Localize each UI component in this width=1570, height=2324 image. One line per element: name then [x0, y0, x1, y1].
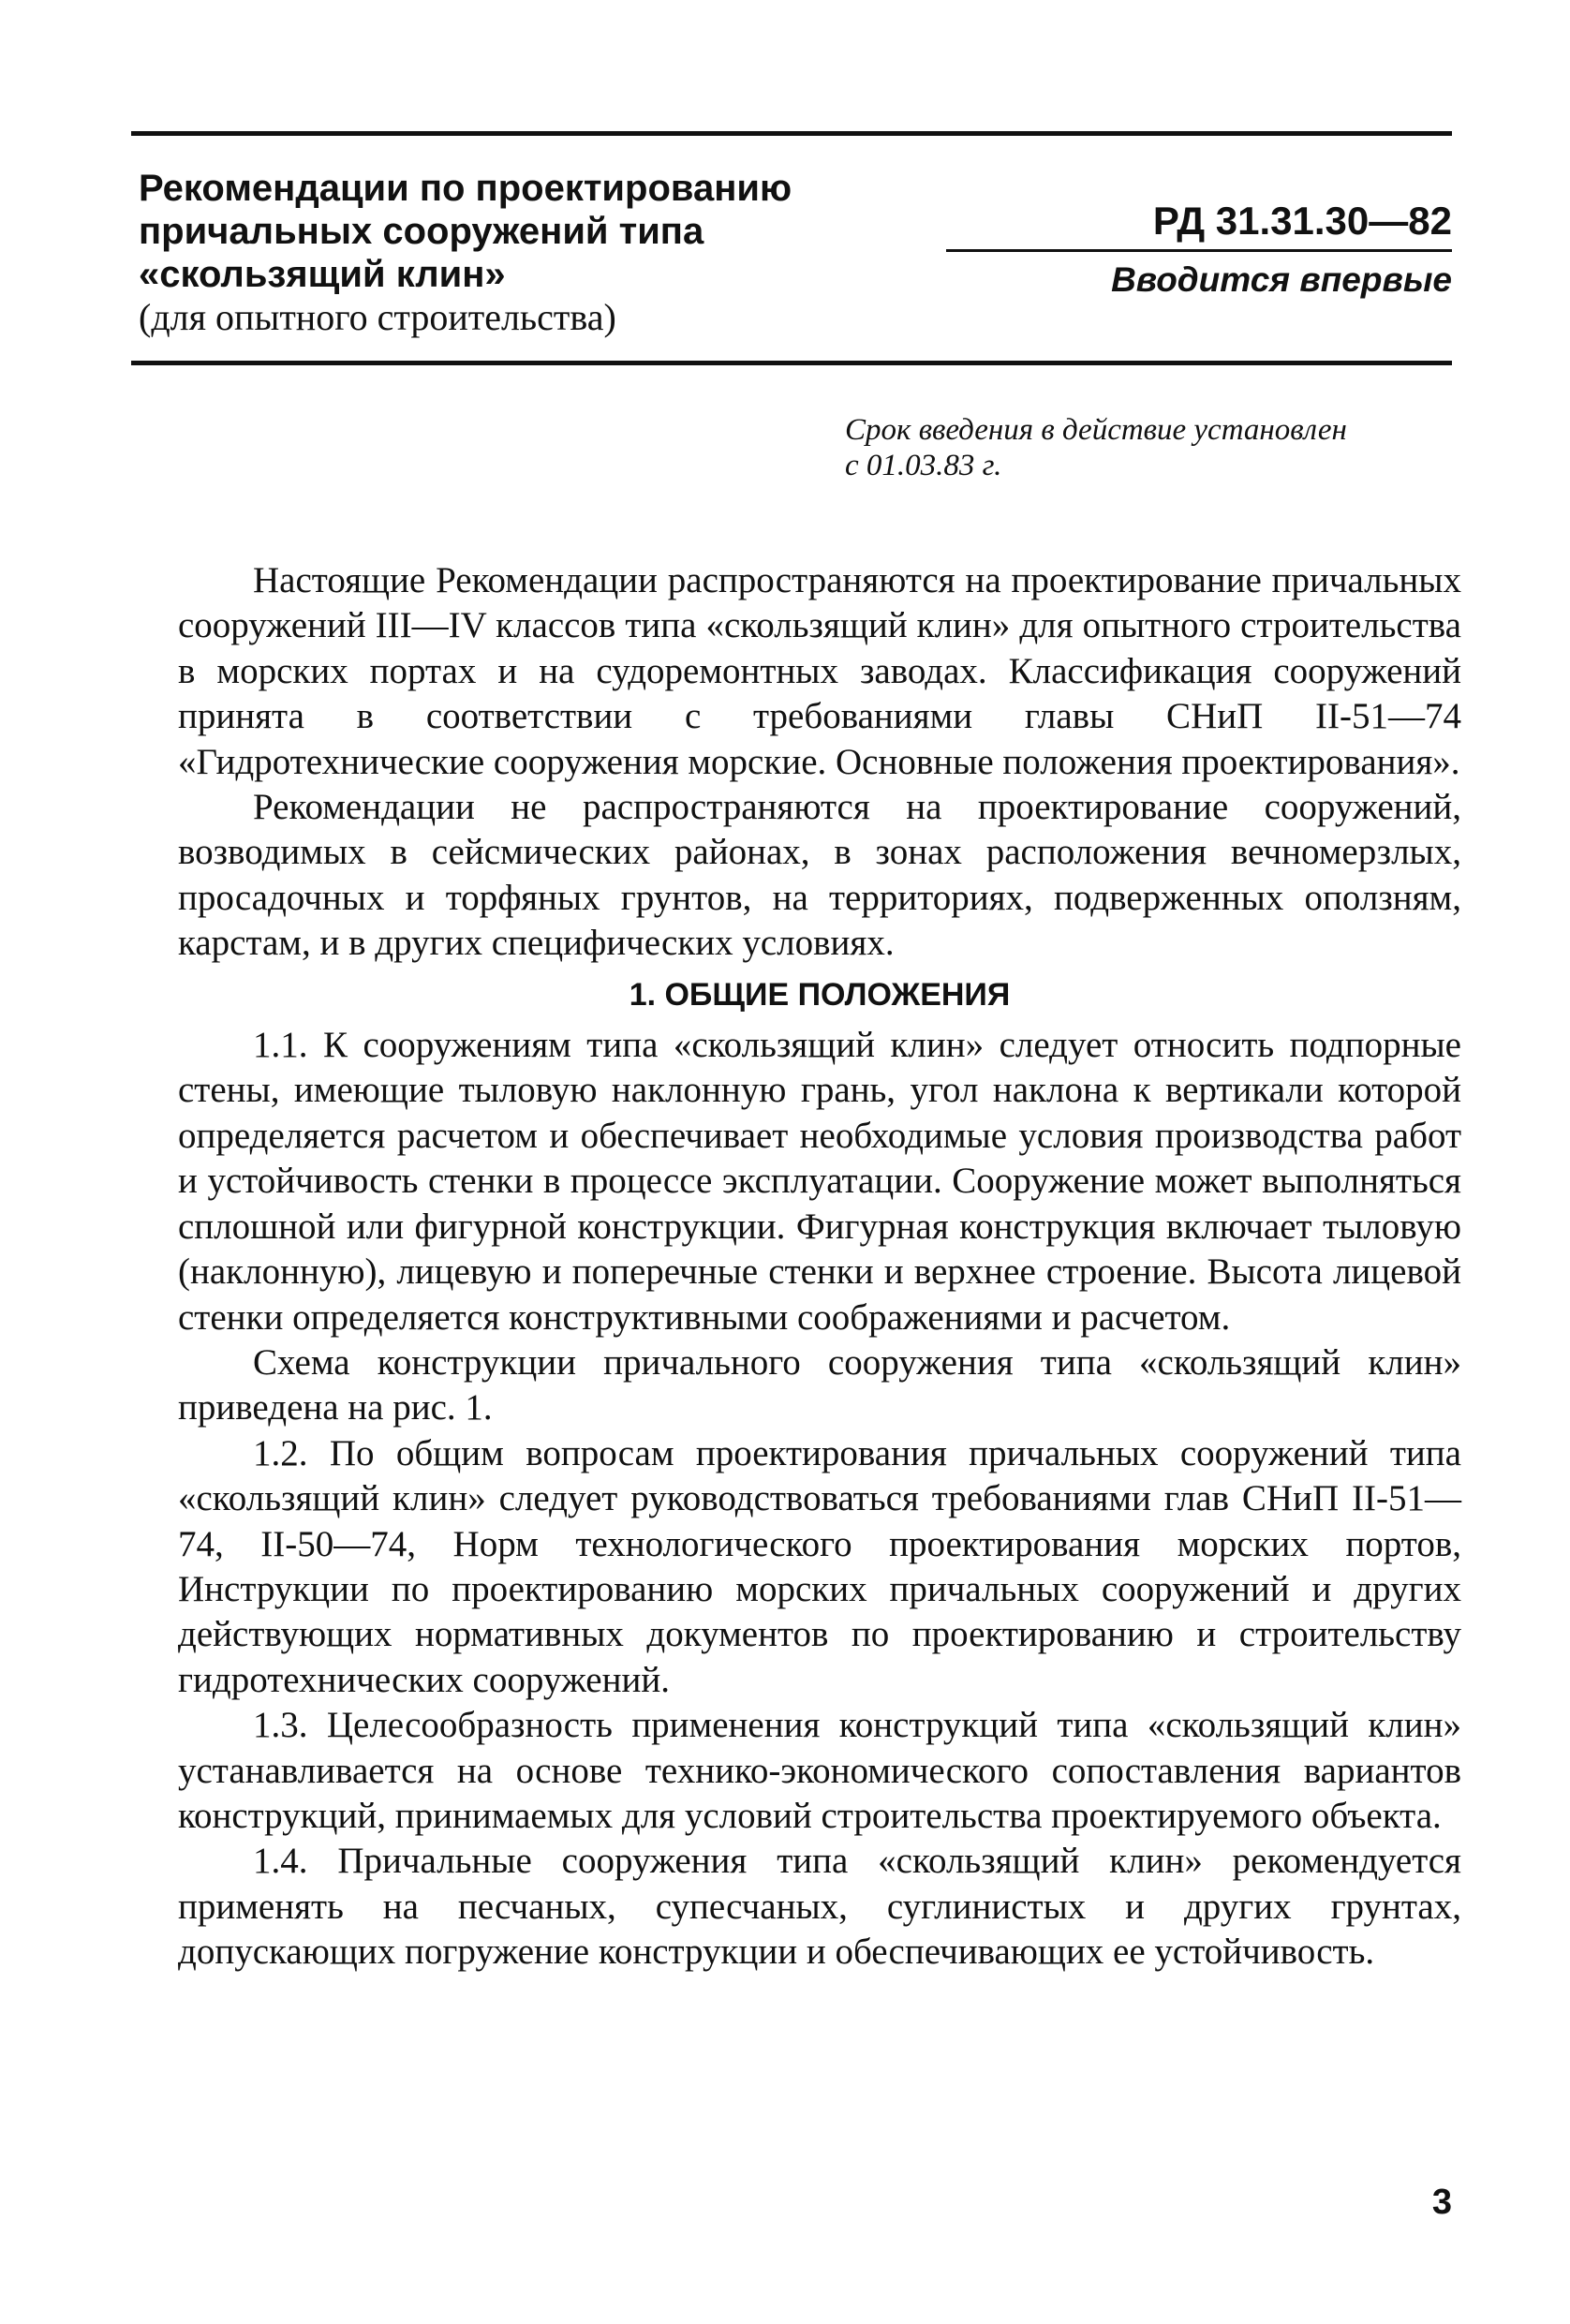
effective-date-line-1: Срок введения в действие установлен: [845, 413, 1347, 447]
document-page: [131, 131, 1461, 2286]
intro-paragraph-2: Рекомендации не распространяются на проектирование сооружений, возводимых в сейсмических районах, в зонах расположения вечномерзлых, просадочных и торфяных грунтов, на территориях, подверженных оползням, карстам, и в других специфических условиях.: [178, 787, 1461, 964]
body-text: [178, 558, 1461, 1976]
effective-date-line-2: с 01.03.83 г.: [845, 449, 1002, 482]
title-subtitle: (для опытного строительства): [139, 296, 616, 338]
title-line-3: «скользящий клин»: [139, 254, 506, 295]
page-number: 3: [1431, 2183, 1452, 2222]
effective-date: [845, 412, 1463, 483]
section-paragraph-figure-ref: Схема конструкции причального сооружения типа «скользящий клин» приведена на рис. 1.: [178, 1341, 1461, 1428]
intro-paragraph-1: Настоящие Рекомендации распространяются на проектирование причальных сооружений III—IV классов типа «скользящий клин» для опытного строительства в морских портах и на судоремонтных заводах. Классификация сооружений принята в соответствии с требованиями главы СНиП II-51—74 «Гидротехнические сооружения морские. Основные положения проектирования».: [178, 560, 1461, 782]
title-line-1: Рекомендации по проектированию: [139, 168, 792, 209]
section-paragraph-1-1: 1.1. К сооружениям типа «скользящий клин» следует относить подпорные стены, имеющие тыловую наклонную грань, угол наклона к вертикали которой определяется расчетом и обеспечивает необходимые условия производства работ и устойчивость стенки в процессе эксплуатации. Сооружение может выполняться сплошной или фигурной конструкции. Фигурная конструкция включает тыловую (наклонную), лицевую и поперечные стенки и верхнее строение. Высота лицевой стенки определяется конструктивными соображениями и расчетом.: [178, 1025, 1461, 1338]
title-line-2: причальных сооружений типа: [139, 211, 704, 252]
document-code: РД 31.31.30—82: [946, 197, 1452, 252]
section-title: 1. ОБЩИЕ ПОЛОЖЕНИЯ: [629, 976, 1011, 1013]
document-title: [139, 167, 888, 339]
section-paragraph-1-4: 1.4. Причальные сооружения типа «скользящий клин» рекомендуется применять на песчаных, супесчаных, суглинистых и других грунтах, допускающих погружение конструкции и обеспечивающих ее устойчивость.: [178, 1841, 1461, 1973]
section-paragraph-1-3: 1.3. Целесообразность применения конструкций типа «скользящий клин» устанавливается на основе технико-экономического сопоставления вариантов конструкций, принимаемых для условий строительства проектируемого объекта.: [178, 1705, 1461, 1836]
document-code-block: [946, 197, 1452, 304]
header-top-rule: [131, 131, 1452, 136]
section-paragraph-1-2: 1.2. По общим вопросам проектирования причальных сооружений типа «скользящий клин» следует руководствоваться требованиями глав СНиП II-51—74, II-50—74, Норм технологического проектирования морских портов, Инструкции по проектированию морских причальных сооружений и других действующих нормативных документов по проектированию и строительству гидротехнических сооружений.: [178, 1432, 1461, 1700]
header-bottom-rule: [131, 361, 1452, 365]
introduction-note: Вводится впервые: [1111, 260, 1452, 299]
